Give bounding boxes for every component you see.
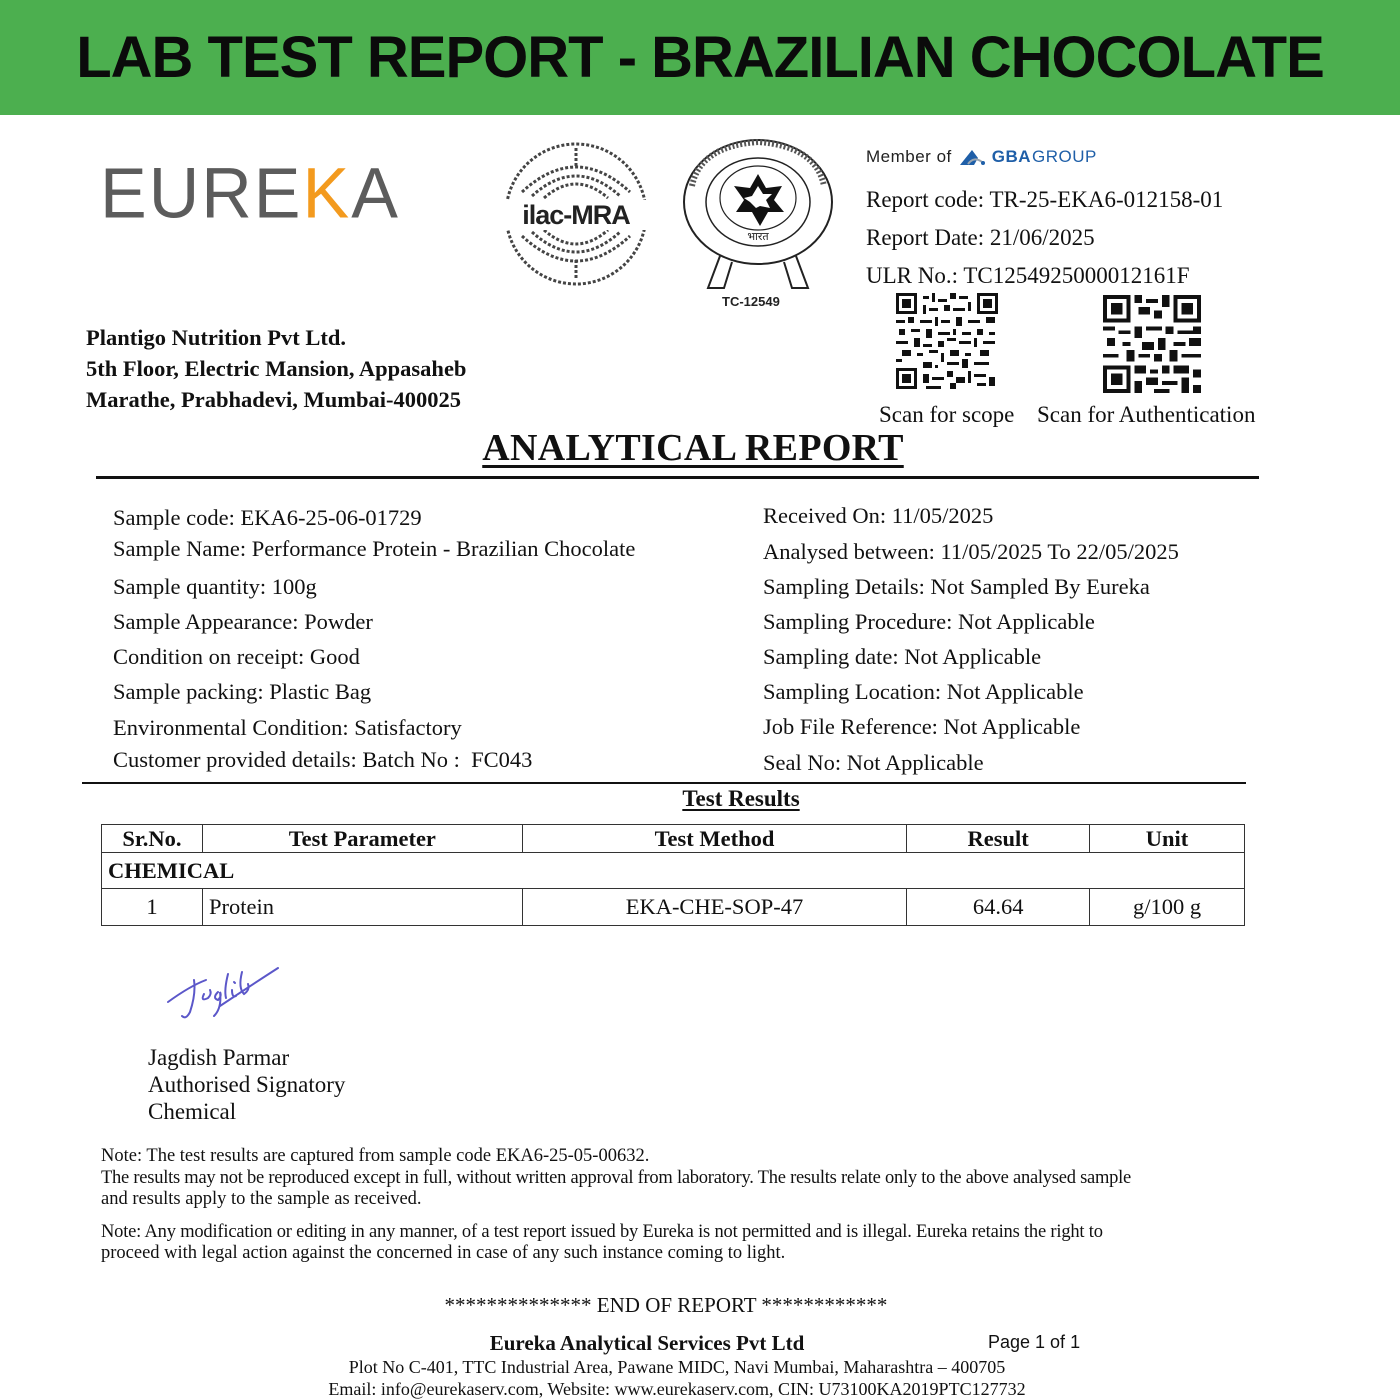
environmental-condition: Environmental Condition: Satisfactory <box>113 715 462 740</box>
table-header-row <box>102 825 1245 853</box>
signatory-block <box>148 1044 345 1125</box>
sampling-details: Sampling Details: Not Sampled By Eureka <box>763 574 1150 599</box>
section-label: CHEMICAL <box>102 853 1245 889</box>
note-modification-line-2: proceed with legal action against the concerned in case of any such instance coming to light. <box>101 1243 786 1263</box>
report-date: Report Date: 21/06/2025 <box>866 225 1095 250</box>
condition-on-receipt: Condition on receipt: Good <box>113 644 360 669</box>
signatory-title: Authorised Signatory <box>148 1072 346 1097</box>
qr-auth-label: Scan for Authentication <box>1037 402 1256 427</box>
lab-company-name: Eureka Analytical Services Pvt Ltd <box>489 1331 805 1355</box>
report-code: Report code: TR-25-EKA6-012158-01 <box>866 187 1224 212</box>
signature-icon <box>160 950 290 1030</box>
membership-line <box>866 147 1097 167</box>
nabl-accreditation-logo-icon <box>680 136 836 296</box>
title-banner <box>0 0 1400 115</box>
note-reproduction-line-1: The results may not be reproduced except in full, without written approval from laboratory. The results relate only to the above analysed sample <box>101 1167 1131 1188</box>
membership-prefix: Member of <box>866 147 952 166</box>
test-results-table <box>101 824 1245 926</box>
svg-text:भारत: भारत <box>747 231 769 243</box>
analysed-between: Analysed between: 11/05/2025 To 22/05/2025 <box>763 539 1179 564</box>
sampling-date: Sampling date: Not Applicable <box>763 644 1042 669</box>
eureka-logo-accent: K <box>302 153 352 233</box>
qr-code-scope-icon[interactable] <box>896 293 998 389</box>
cell-sr-no: 1 <box>102 889 203 926</box>
test-results-title: Test Results <box>682 786 800 811</box>
header-test-parameter: Test Parameter <box>202 825 522 853</box>
report-title: ANALYTICAL REPORT <box>482 427 904 469</box>
sample-quantity: Sample quantity: 100g <box>113 574 317 599</box>
seal-number: Seal No: Not Applicable <box>763 750 984 775</box>
qr-code-authentication-icon[interactable] <box>1102 295 1202 393</box>
cell-unit: g/100 g <box>1090 889 1245 926</box>
header-sr-no: Sr.No. <box>102 825 203 853</box>
signatory-department: Chemical <box>148 1099 237 1124</box>
job-file-reference: Job File Reference: Not Applicable <box>763 714 1081 739</box>
cell-method: EKA-CHE-SOP-47 <box>522 889 907 926</box>
sampling-location: Sampling Location: Not Applicable <box>763 679 1084 704</box>
divider-top <box>96 476 1259 479</box>
sampling-procedure: Sampling Procedure: Not Applicable <box>763 609 1095 634</box>
notes-block <box>101 1146 1251 1265</box>
gba-group-logo-icon <box>958 148 986 166</box>
eureka-logo-tail: A <box>351 153 400 233</box>
received-on: Received On: 11/05/2025 <box>763 503 994 528</box>
ilac-mra-logo-icon <box>502 140 650 288</box>
end-of-report: ************** END OF REPORT ************ <box>444 1293 888 1317</box>
note-reproduction-line-2: and results apply to the sample as received. <box>101 1189 422 1209</box>
customer-address-block <box>86 322 466 415</box>
report-meta <box>866 181 1223 295</box>
lab-address: Plot No C-401, TTC Industrial Area, Pawane MIDC, Navi Mumbai, Maharashtra – 400705 <box>348 1357 1006 1377</box>
eureka-logo <box>100 153 400 233</box>
sample-code: Sample code: EKA6-25-06-01729 <box>113 505 422 530</box>
sample-packing: Sample packing: Plastic Bag <box>113 679 372 704</box>
page-number: Page 1 of 1 <box>988 1332 1081 1352</box>
signatory-name: Jagdish Parmar <box>148 1045 290 1070</box>
eureka-logo-main: EURE <box>100 153 303 233</box>
footer-contact-block <box>0 1356 1354 1400</box>
customer-address-line-1: 5th Floor, Electric Mansion, Appasaheb <box>86 356 467 381</box>
table-section-row <box>102 853 1245 889</box>
customer-name: Plantigo Nutrition Pvt Ltd. <box>86 325 347 350</box>
qr-scope-label: Scan for scope <box>879 402 1015 427</box>
customer-address-line-2: Marathe, Prabhadevi, Mumbai-400025 <box>86 387 461 412</box>
nabl-certificate-code: TC-12549 <box>722 294 780 309</box>
ulr-number: ULR No.: TC1254925000012161F <box>866 263 1190 288</box>
customer-provided-details: Customer provided details: Batch No : FC043 <box>113 747 533 772</box>
table-row <box>102 889 1245 926</box>
note-modification-line-1: Note: Any modification or editing in any manner, of a test report issued by Eureka is not permitted and is illegal. Eureka retains the right to <box>101 1221 1103 1242</box>
note-sample-source: Note: The test results are captured from sample code EKA6-25-05-00632. <box>101 1146 650 1166</box>
svg-text:ilac-MRA: ilac-MRA <box>522 200 630 230</box>
sample-appearance: Sample Appearance: Powder <box>113 609 373 634</box>
header-unit: Unit <box>1090 825 1245 853</box>
cell-parameter: Protein <box>202 889 522 926</box>
gba-brand-bold: GBA <box>991 147 1032 166</box>
divider-bottom <box>82 782 1246 784</box>
lab-contact: Email: info@eurekaserv.com, Website: www.eurekaserv.com, CIN: U73100KA2019PTC127732 <box>328 1379 1026 1399</box>
sample-name: Sample Name: Performance Protein - Brazilian Chocolate <box>113 536 636 561</box>
header-test-method: Test Method <box>522 825 907 853</box>
cell-result: 64.64 <box>907 889 1090 926</box>
gba-brand-light: GROUP <box>1032 147 1097 166</box>
header-result: Result <box>907 825 1090 853</box>
banner-title: LAB TEST REPORT - BRAZILIAN CHOCOLATE <box>76 25 1324 90</box>
